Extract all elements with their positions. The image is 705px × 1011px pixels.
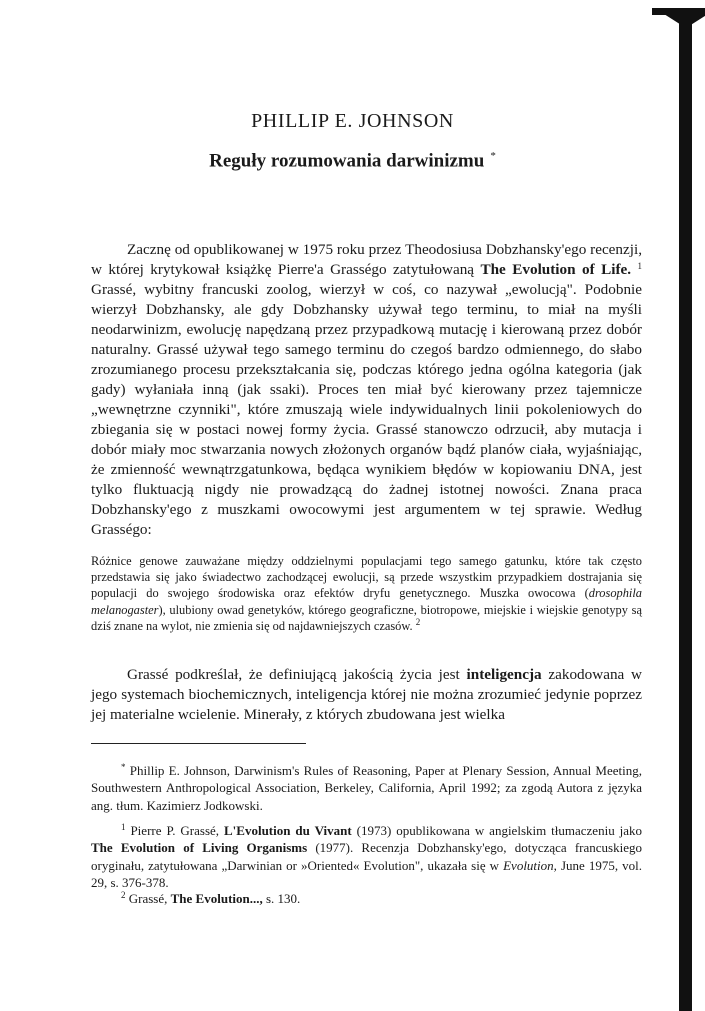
footnote-2-book: The Evolution..., — [170, 891, 263, 906]
paragraph-1-text-b: Grassé, wybitny francuski zoolog, wierzył w coś, co nazywał „ewolucją". Podobnie wierzył Dobzhansky, ale gdy Dobzhansky używał tego terminu, to miał na myśli neodarwinizm, ewolucję napędzaną przez przypadkową mutację i kierowaną przez dobór naturalny. Grassé używał tego samego terminu do czegoś bardzo odmiennego, do słabo zrozumianego procesu przekształcania się, podczas którego jedna ogólna kategoria (jak gady) wyłaniała inną (jak ssaki). Proces ten miał być kierowany przez tajemnicze „wewnętrzne czynniki", które zmuszają wiele indywidualnych linii pokoleniowych do zbiegania się w postaci nowej formy życia. Grassé stanowczo odrzucił, aby mutacja i dobór miały moc stwarzania nowych złożonych organów bądź planów ciała, wyjaśniając, że zmienność wewnątrzgatunkowa, będąca wynikiem błędów w kopiowaniu DNA, jest tylko fluktuacją nigdy nie prowadzącą do żadnej istotnej nowości. Znana praca Dobzhansky'ego z muszkami owocowymi jest argumentem w tej sprawie. Według Grasségo: — [91, 281, 642, 538]
quote-text-a: Różnice genowe zauważane między oddzielnymi populacjami tego samego gatunku, które tak często przedstawia się jako świadectwo zachodzącej ewolucji, są przede wszystkim przypadkiem dostrajania się populacji do swojego środowiska oraz efektów dryfu genetycznego. Muszka owocowa ( — [91, 554, 642, 601]
footnote-divider — [91, 743, 306, 744]
footnote-star — [91, 762, 642, 814]
author-name: PHILLIP E. JOHNSON — [251, 110, 454, 132]
emphasis-inteligencja: inteligencja — [466, 666, 542, 683]
paragraph-1 — [91, 240, 642, 540]
article-title-text: Reguły rozumowania darwinizmu — [209, 150, 485, 172]
footnote-1-text-d: June 1975, vol. 29, s. 376-378. — [91, 857, 642, 891]
footnote-1-text-a: Pierre P. Grassé, — [130, 823, 220, 838]
footnote-1-journal: Evolution, — [503, 857, 557, 873]
quote-species-name: drosophila melanogaster — [91, 586, 642, 617]
footnote-1-text-b: (1973) opublikowana w angielskim tłumaczeniu jako — [356, 823, 643, 838]
footnote-ref-1: 1 — [637, 261, 642, 271]
footnote-1-book: L'Evolution du Vivant — [224, 823, 352, 838]
paragraph-2 — [91, 665, 642, 725]
footnote-star-text: Phillip E. Johnson, Darwinism's Rules of Reasoning, Paper at Plenary Session, Annual Meeting, Southwestern Anthropological Association, Berkeley, California, April 1992; za zgodą Autora z języka ang. tłum. Kazimierz Jodkowski. — [91, 763, 642, 813]
footnote-1-book2: The Evolution of Living Organisms — [91, 840, 308, 856]
footnote-2 — [91, 890, 642, 907]
book-title-evolution-of-life: The Evolution of Life. — [480, 261, 632, 278]
paragraph-2-text-b: zakodowana w jego systemach biochemicznych, inteligencja której nie można zrozumieć jedynie poprzez jej materialne wcielenie. Minerały, z których zbudowana jest wielka — [91, 666, 643, 723]
paragraph-2-text-a: Grassé podkreślał, że definiującą jakością życia jest — [127, 666, 460, 683]
block-quote — [91, 553, 642, 634]
footnote-1 — [91, 822, 642, 892]
article-title — [0, 150, 705, 172]
footnote-ref-2: 2 — [415, 616, 421, 627]
footnote-1-mark: 1 — [121, 822, 126, 832]
title-footnote-mark: * — [490, 150, 496, 162]
quote-text-b: ), ulubiony owad genetyków, którego geograficzne, biotropowe, miejskie i wiejskie genotypy są dziś znane na wylot, nie zmienia się od najdawniejszych czasów. — [91, 602, 642, 633]
paragraph-1-text-a: Zacznę od opublikowanej w 1975 roku przez Theodosiusa Dobzhansky'ego recenzji, w której krytykował książkę Pierre'a Grasségo zatytułowaną — [91, 241, 642, 278]
footnote-star-mark: * — [121, 762, 126, 772]
footnote-2-text-a: Grassé, — [128, 891, 168, 906]
footnote-2-text-b: s. 130. — [266, 891, 301, 906]
footnote-2-mark: 2 — [121, 890, 126, 900]
footnote-1-text-c: (1977). Recenzja Dobzhansky'ego, dotycząca francuskiego oryginału, zatytułowana „Darwinian or »Oriented« Evolution", ukazała się w — [91, 840, 642, 873]
